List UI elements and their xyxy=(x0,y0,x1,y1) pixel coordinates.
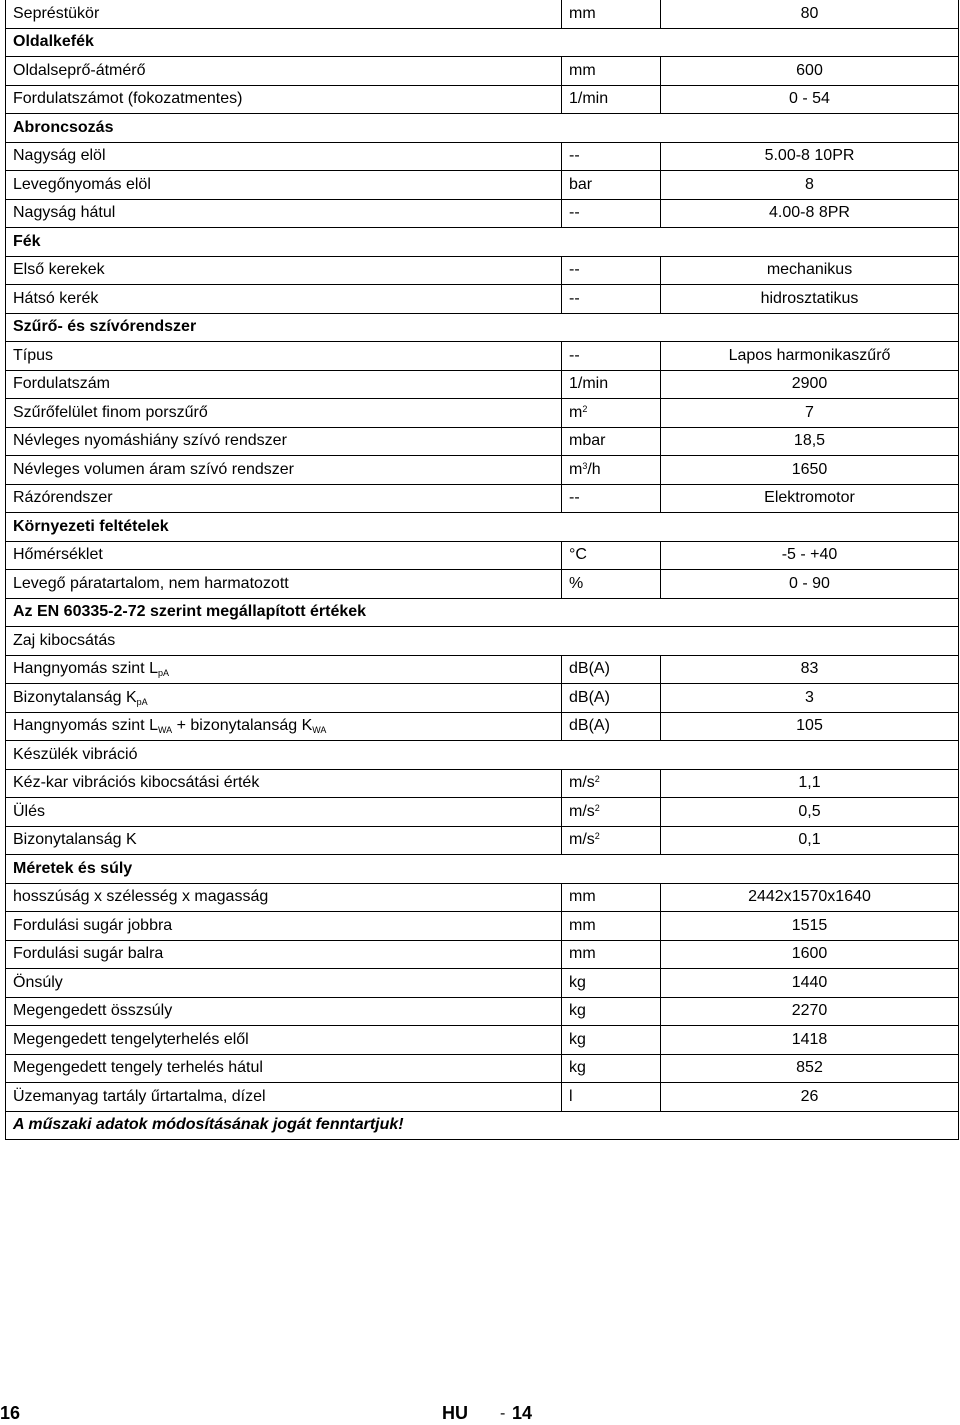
spec-unit: °C xyxy=(562,541,661,570)
table-row xyxy=(6,171,959,200)
spec-unit: -- xyxy=(562,142,661,171)
spec-value: 2270 xyxy=(661,997,959,1026)
table-row xyxy=(6,969,959,998)
table-row xyxy=(6,684,959,713)
table-row xyxy=(6,997,959,1026)
table-row xyxy=(6,1054,959,1083)
spec-label-subscript: pA xyxy=(136,696,148,707)
spec-value: 5.00-8 10PR xyxy=(661,142,959,171)
table-row xyxy=(6,570,959,599)
spec-label-subscript: pA xyxy=(157,668,169,679)
spec-unit: % xyxy=(562,570,661,599)
spec-label: Kéz-kar vibrációs kibocsátási érték xyxy=(6,769,562,798)
table-row xyxy=(6,142,959,171)
spec-unit: kg xyxy=(562,969,661,998)
table-row xyxy=(6,912,959,941)
spec-value: 3 xyxy=(661,684,959,713)
spec-label xyxy=(6,655,562,684)
spec-value: 0,5 xyxy=(661,798,959,827)
footer-language: HU xyxy=(442,1403,468,1423)
spec-unit: -- xyxy=(562,484,661,513)
spec-value: 852 xyxy=(661,1054,959,1083)
section-heading: Az EN 60335-2-72 szerint megállapított értékek xyxy=(6,598,959,627)
spec-label: Hőmérséklet xyxy=(6,541,562,570)
spec-label: Nagyság hátul xyxy=(6,199,562,228)
spec-label: Fordulatszám xyxy=(6,370,562,399)
section-heading: Szűrő- és szívórendszer xyxy=(6,313,959,342)
spec-label-text: Hangnyomás szint L xyxy=(13,660,158,678)
spec-label: Ülés xyxy=(6,798,562,827)
table-row xyxy=(6,456,959,485)
spec-value: 4.00-8 8PR xyxy=(661,199,959,228)
table-row xyxy=(6,798,959,827)
table-row xyxy=(6,0,959,28)
table-row xyxy=(6,541,959,570)
spec-label-subscript: WA xyxy=(157,725,173,736)
spec-value: 2900 xyxy=(661,370,959,399)
table-row xyxy=(6,256,959,285)
spec-label-subscript: WA xyxy=(312,725,327,736)
spec-unit: mm xyxy=(562,883,661,912)
spec-label: Első kerekek xyxy=(6,256,562,285)
spec-label: Megengedett tengely terhelés hátul xyxy=(6,1054,562,1083)
unit-base: m xyxy=(569,460,583,478)
section-heading: Fék xyxy=(6,228,959,257)
spec-value: 18,5 xyxy=(661,427,959,456)
spec-unit: 1/min xyxy=(562,85,661,114)
spec-unit: mm xyxy=(562,912,661,941)
table-row xyxy=(6,370,959,399)
table-row xyxy=(6,1026,959,1055)
spec-value: 0 - 54 xyxy=(661,85,959,114)
table-row xyxy=(6,712,959,741)
spec-value: 1515 xyxy=(661,912,959,941)
table-row xyxy=(6,427,959,456)
spec-unit: kg xyxy=(562,1054,661,1083)
table-row xyxy=(6,627,959,656)
spec-value: 80 xyxy=(661,0,959,28)
unit-base: m/s xyxy=(569,802,595,820)
technical-data-table xyxy=(5,0,959,1140)
table-row xyxy=(6,57,959,86)
spec-label: Levegő páratartalom, nem harmatozott xyxy=(6,570,562,599)
spec-label: hosszúság x szélesség x magasság xyxy=(6,883,562,912)
unit-superscript: 2 xyxy=(594,831,600,842)
footer-separator: - xyxy=(500,1405,506,1422)
spec-unit: mm xyxy=(562,57,661,86)
unit-base: m/s xyxy=(569,774,595,792)
spec-unit: dB(A) xyxy=(562,712,661,741)
spec-label: Fordulatszámot (fokozatmentes) xyxy=(6,85,562,114)
table-row xyxy=(6,342,959,371)
spec-label: Szűrőfelület finom porszűrő xyxy=(6,399,562,428)
spec-unit xyxy=(562,399,661,428)
spec-value: Elektromotor xyxy=(661,484,959,513)
spec-value: 1,1 xyxy=(661,769,959,798)
spec-value: -5 - +40 xyxy=(661,541,959,570)
spec-value: hidrosztatikus xyxy=(661,285,959,314)
table-row xyxy=(6,228,959,257)
spec-label xyxy=(6,712,562,741)
spec-label: Megengedett tengelyterhelés elől xyxy=(6,1026,562,1055)
table-row xyxy=(6,85,959,114)
spec-unit: kg xyxy=(562,997,661,1026)
spec-value: 600 xyxy=(661,57,959,86)
spec-unit xyxy=(562,798,661,827)
table-row xyxy=(6,769,959,798)
spec-unit: -- xyxy=(562,285,661,314)
spec-value: 8 xyxy=(661,171,959,200)
page-footer xyxy=(0,1403,960,1425)
spec-label: Sepréstükör xyxy=(6,0,562,28)
spec-label: Nagyság elöl xyxy=(6,142,562,171)
spec-unit: -- xyxy=(562,256,661,285)
spec-unit: dB(A) xyxy=(562,655,661,684)
table-row xyxy=(6,1083,959,1112)
spec-value: 1418 xyxy=(661,1026,959,1055)
spec-label xyxy=(6,684,562,713)
footer-page-left: 16 xyxy=(0,1403,21,1423)
spec-unit: kg xyxy=(562,1026,661,1055)
spec-label: Típus xyxy=(6,342,562,371)
subsection-heading: Zaj kibocsátás xyxy=(6,627,959,656)
spec-unit: bar xyxy=(562,171,661,200)
spec-value: 1440 xyxy=(661,969,959,998)
spec-value: 1650 xyxy=(661,456,959,485)
spec-unit xyxy=(562,826,661,855)
table-row xyxy=(6,598,959,627)
section-heading: Környezeti feltételek xyxy=(6,513,959,542)
spec-label: Oldalseprő-átmérő xyxy=(6,57,562,86)
spec-value: 83 xyxy=(661,655,959,684)
spec-label: Fordulási sugár balra xyxy=(6,940,562,969)
spec-value: 0 - 90 xyxy=(661,570,959,599)
disclaimer-note: A műszaki adatok módosításának jogát fenntartjuk! xyxy=(6,1111,959,1140)
spec-label: Megengedett összsúly xyxy=(6,997,562,1026)
spec-value: 0,1 xyxy=(661,826,959,855)
spec-value: 7 xyxy=(661,399,959,428)
spec-label: Bizonytalanság K xyxy=(6,826,562,855)
unit-superscript: 2 xyxy=(582,403,588,414)
spec-unit: mbar xyxy=(562,427,661,456)
spec-unit: 1/min xyxy=(562,370,661,399)
table-row xyxy=(6,28,959,57)
unit-base: m/s xyxy=(569,831,595,849)
unit-tail: /h xyxy=(587,460,601,478)
spec-label-text: Hangnyomás szint L xyxy=(13,717,158,735)
spec-unit: -- xyxy=(562,199,661,228)
spec-value: 2442x1570x1640 xyxy=(661,883,959,912)
spec-value: 26 xyxy=(661,1083,959,1112)
spec-value: mechanikus xyxy=(661,256,959,285)
table-row xyxy=(6,883,959,912)
table-row xyxy=(6,1111,959,1140)
spec-label: Üzemanyag tartály űrtartalma, dízel xyxy=(6,1083,562,1112)
table-row xyxy=(6,399,959,428)
spec-label: Levegőnyomás elöl xyxy=(6,171,562,200)
unit-superscript: 2 xyxy=(594,774,600,785)
unit-superscript: 3 xyxy=(582,460,588,471)
spec-unit xyxy=(562,769,661,798)
table-row xyxy=(6,199,959,228)
spec-label: Fordulási sugár jobbra xyxy=(6,912,562,941)
table-row xyxy=(6,484,959,513)
section-heading: Abroncsozás xyxy=(6,114,959,143)
table-row xyxy=(6,655,959,684)
table-row xyxy=(6,114,959,143)
spec-label-text: Bizonytalanság K xyxy=(13,688,137,706)
table-row xyxy=(6,940,959,969)
section-heading: Méretek és súly xyxy=(6,855,959,884)
spec-label: Névleges nyomáshiány szívó rendszer xyxy=(6,427,562,456)
spec-label: Névleges volumen áram szívó rendszer xyxy=(6,456,562,485)
spec-label-text: + bizonytalanság K xyxy=(172,717,313,735)
unit-base: m xyxy=(569,403,583,421)
spec-label: Önsúly xyxy=(6,969,562,998)
footer-page-number: 14 xyxy=(512,1403,533,1423)
spec-value: 1600 xyxy=(661,940,959,969)
spec-value: 105 xyxy=(661,712,959,741)
spec-unit: -- xyxy=(562,342,661,371)
spec-unit: mm xyxy=(562,940,661,969)
table-row xyxy=(6,513,959,542)
table-row xyxy=(6,313,959,342)
section-heading: Oldalkefék xyxy=(6,28,959,57)
spec-unit: mm xyxy=(562,0,661,28)
spec-unit xyxy=(562,456,661,485)
table-row xyxy=(6,855,959,884)
subsection-heading: Készülék vibráció xyxy=(6,741,959,770)
unit-superscript: 2 xyxy=(594,802,600,813)
spec-value: Lapos harmonikaszűrő xyxy=(661,342,959,371)
table-row xyxy=(6,741,959,770)
spec-label: Hátsó kerék xyxy=(6,285,562,314)
table-row xyxy=(6,826,959,855)
spec-unit: dB(A) xyxy=(562,684,661,713)
table-row xyxy=(6,285,959,314)
spec-unit: l xyxy=(562,1083,661,1112)
spec-label: Rázórendszer xyxy=(6,484,562,513)
